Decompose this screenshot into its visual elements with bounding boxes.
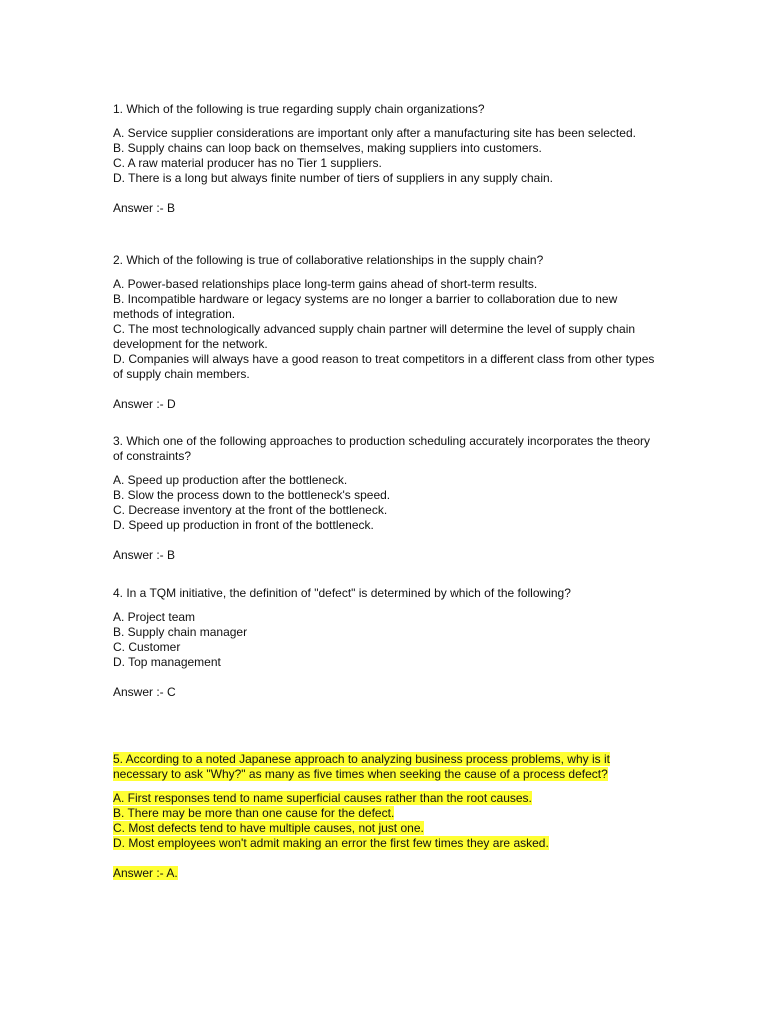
question-text: 2. Which of the following is true of collaborative relationships in the supply chain? [113, 253, 544, 267]
question-block-3 [113, 434, 658, 563]
option-b: B. Supply chains can loop back on themselves, making suppliers into customers. [113, 141, 542, 155]
answer-text: Answer :- B [113, 548, 176, 562]
highlighted-option-c: C. Most defects tend to have multiple causes, not just one. [113, 821, 424, 835]
question-block-1 [113, 102, 658, 216]
option-c: C. Decrease inventory at the front of the bottleneck. [113, 503, 388, 517]
option-d: D. Speed up production in front of the bottleneck. [113, 518, 374, 532]
highlighted-option-a: A. First responses tend to name superficial causes rather than the root causes. [113, 791, 532, 805]
option-a: A. Service supplier considerations are important only after a manufacturing site has been selected. [113, 126, 636, 140]
option-a: A. Power-based relationships place long-term gains ahead of short-term results. [113, 277, 538, 291]
option-c: C. Customer [113, 640, 181, 654]
options-list [113, 473, 658, 533]
option-b: B. Slow the process down to the bottleneck's speed. [113, 488, 391, 502]
option-d: D. Companies will always have a good reason to treat competitors in a different class from other types of supply chain members. [113, 352, 655, 381]
options-list [113, 277, 658, 382]
highlighted-question-text: 5. According to a noted Japanese approach to analyzing business process problems, why is it necessary to ask "Why?" as many as five times when seeking the cause of a process defect? [113, 752, 610, 781]
option-b: B. Incompatible hardware or legacy systems are no longer a barrier to collaboration due to new methods of integration. [113, 292, 618, 321]
highlighted-option-b: B. There may be more than one cause for the defect. [113, 806, 395, 820]
answer-text: Answer :- D [113, 397, 176, 411]
question-text: 1. Which of the following is true regarding supply chain organizations? [113, 102, 485, 116]
option-a: A. Speed up production after the bottleneck. [113, 473, 348, 487]
option-d: D. There is a long but always finite number of tiers of suppliers in any supply chain. [113, 171, 554, 185]
highlighted-answer-text: Answer :- A. [113, 866, 178, 880]
question-block-4 [113, 586, 658, 700]
answer-text: Answer :- C [113, 685, 176, 699]
answer-text: Answer :- B [113, 201, 176, 215]
option-a: A. Project team [113, 610, 196, 624]
options-list [113, 126, 658, 186]
option-c: C. The most technologically advanced supply chain partner will determine the level of supply chain development for the network. [113, 322, 636, 351]
option-d: D. Top management [113, 655, 221, 669]
question-text: 3. Which one of the following approaches to production scheduling accurately incorporates the theory of constraints? [113, 434, 650, 463]
option-c: C. A raw material producer has no Tier 1 suppliers. [113, 156, 382, 170]
question-text: 4. In a TQM initiative, the definition of "defect" is determined by which of the following? [113, 586, 571, 600]
highlighted-option-d: D. Most employees won't admit making an error the first few times they are asked. [113, 836, 549, 850]
options-list [113, 610, 658, 670]
question-block-2 [113, 253, 658, 412]
option-b: B. Supply chain manager [113, 625, 248, 639]
options-list [113, 791, 658, 851]
question-block-5 [113, 752, 658, 881]
